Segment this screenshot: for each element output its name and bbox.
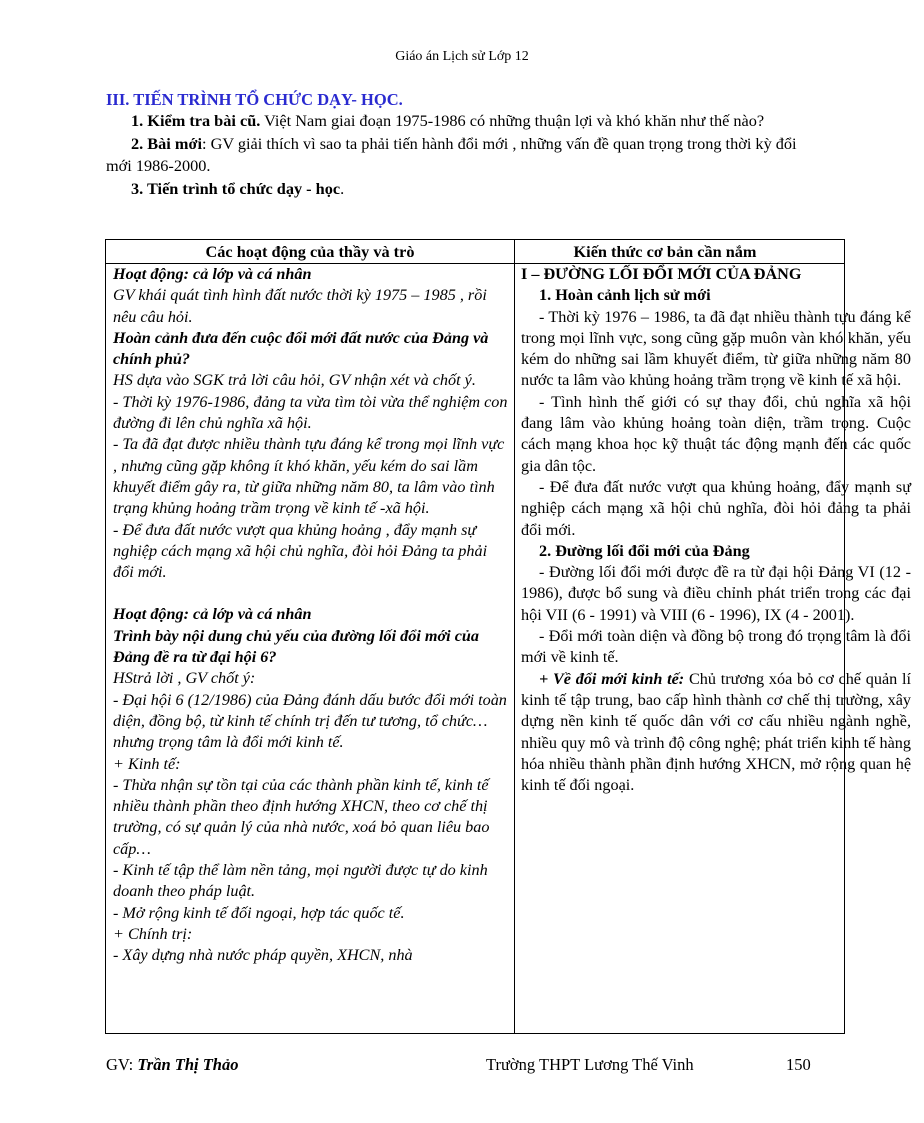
intro-block (106, 110, 818, 200)
knowledge-paragraph (521, 669, 911, 797)
activity-1-line: HS dựa vào SGK trả lời câu hỏi, GV nhận xét và chốt ý. (113, 371, 476, 390)
knowledge-paragraph: - Đổi mới toàn diện và đồng bộ trong đó trọng tâm là đổi mới về kinh tế. (521, 627, 911, 667)
section-title: III. TIẾN TRÌNH TỔ CHỨC DẠY- HỌC. (106, 90, 403, 109)
activity-2-title: Hoạt động: cả lớp và cá nhân (113, 605, 312, 624)
activity-2-line: - Thừa nhận sự tồn tại của các thành phần kinh tế, kinh tế nhiều thành phần theo định hướng XHCN, theo cơ chế thị trường, có sự quản lý của nhà nước, xoá bỏ quan liêu bao cấp… (113, 775, 490, 858)
knowledge-paragraph: - Đường lối đổi mới được đề ra từ đại hội Đảng VI (12 - 1986), được bổ sung và điều chỉnh phát triển trong các đại hội VII (6 - 1991) và VIII (6 - 1996), IX (4 - 2001). (521, 563, 911, 624)
activity-2-line: - Xây dựng nhà nước pháp quyền, XHCN, nhà (113, 946, 413, 965)
activity-2-line: HStrả lời , GV chốt ý: (113, 669, 256, 688)
footer-teacher-label: GV: (106, 1055, 138, 1074)
footer-school: Trường THPT Lương Thế Vinh (486, 1055, 694, 1074)
knowledge-paragraph: - Để đưa đất nước vượt qua khủng hoảng, đẩy mạnh sự nghiệp cách mạng xã hội chủ nghĩa, đòi hỏi đảng ta phải đổi mới. (521, 477, 911, 539)
activity-1-line: - Ta đã đạt được nhiều thành tựu đáng kể trong mọi lĩnh vực , nhưng cũng gặp không ít khó khăn, yếu kém do sai lầm khuyết điểm gây ra, từ giữa những năm 80, ta lâm vào tình trạng khủng hoảng trầm trọng về kinh tế -xã hội. (113, 435, 505, 518)
knowledge-section-title: I – ĐƯỜNG LỐI ĐỔI MỚI CỦA ĐẢNG (521, 265, 802, 283)
table-header-knowledge: Kiến thức cơ bản cần nắm (573, 242, 757, 261)
intro-text-3: . (340, 178, 345, 198)
intro-label-3: 3. Tiến trình tổ chức dạy - học (131, 178, 341, 198)
activity-1-title: Hoạt động: cả lớp và cá nhân (113, 265, 312, 283)
knowledge-economic-label: + Về đổi mới kinh tế: (539, 669, 685, 688)
activities-column (113, 264, 509, 967)
page-header: Giáo án Lịch sử Lớp 12 (395, 49, 529, 64)
knowledge-subheading-2: 2. Đường lối đổi mới của Đảng (539, 541, 750, 560)
spacer (113, 583, 509, 604)
activity-2-line: + Chính trị: (113, 924, 193, 943)
activity-1-line: - Để đưa đất nước vượt qua khủng hoảng , đẩy mạnh sự nghiệp cách mạng xã hội chủ nghĩa, đòi hỏi Đảng ta phải đổi mới. (113, 520, 488, 582)
activity-2-question: Trình bày nội dung chủ yếu của đường lối đổi mới của Đảng đề ra từ đại hội 6? (113, 626, 480, 667)
intro-process (106, 178, 818, 201)
intro-check-old-lesson (106, 110, 818, 133)
activity-1-line: - Thời kỳ 1976-1986, đảng ta vừa tìm tòi vừa thể nghiệm con đường đi lên chủ nghĩa xã hội. (113, 392, 508, 433)
intro-label-2: 2. Bài mới (131, 133, 202, 153)
knowledge-paragraph: - Thời kỳ 1976 – 1986, ta đã đạt nhiều thành tựu đáng kể trong mọi lĩnh vực, song cũng gặp muôn vàn khó khăn, yếu kém do những sai lầm khuyết điểm, từ giữa những năm 80 nước ta lâm vào khủng hoảng trầm trọng về kinh tế xã hội. (521, 307, 911, 390)
knowledge-economic-text: Chủ trương xóa bỏ cơ chế quản lí kinh tế tập trung, bao cấp hình thành cơ chế thị trường, xây dựng nền kinh tế quốc dân với cơ cấu nhiều ngành nghề, nhiều quy mô và trình độ công nghệ; phát triển kinh tế hàng hóa nhiều thành phần định hướng XHCN, mở rộng quan hệ kinh tế đối ngoại. (521, 669, 911, 795)
footer-teacher (106, 1055, 239, 1075)
activity-2-line: + Kinh tế: (113, 754, 181, 773)
knowledge-paragraph: - Tình hình thế giới có sự thay đổi, chủ nghĩa xã hội đang lâm vào khủng hoảng toàn diện, trầm trọng. Cuộc cách mạng khoa học kỹ thuật tác động mạnh đến các quốc gia dân tộc. (521, 392, 911, 475)
knowledge-column (521, 264, 911, 796)
table-header-activities: Các hoạt động của thầy và trò (205, 242, 415, 261)
activity-2-line: - Kinh tế tập thể làm nền tảng, mọi người được tự do kinh doanh theo pháp luật. (113, 861, 488, 901)
intro-text-2: : GV giải thích vì sao ta phải tiến hành đổi mới , những vấn đề quan trọng trong thời kỳ đổi mới 1986-2000. (106, 133, 797, 175)
knowledge-subheading-1: 1. Hoàn cảnh lịch sử mới (539, 286, 711, 305)
footer-page-number: 150 (786, 1055, 811, 1074)
table-column-divider (514, 240, 515, 1033)
activity-2-line: - Mở rộng kinh tế đối ngoại, hợp tác quốc tế. (113, 903, 405, 922)
intro-label-1: 1. Kiểm tra bài cũ. (131, 111, 261, 130)
lesson-table (105, 239, 911, 1034)
activity-1-question: Hoàn cảnh đưa đến cuộc đổi mới đất nước của Đảng và chính phủ? (113, 328, 489, 369)
activity-1-line: GV khái quát tình hình đất nước thời kỳ 1975 – 1985 , rồi nêu câu hỏi. (113, 286, 487, 326)
footer-teacher-name: Trần Thị Thảo (137, 1055, 239, 1074)
intro-text-1: Việt Nam giai đoạn 1975-1986 có những thuận lợi và khó khăn như thế nào? (260, 111, 765, 130)
intro-new-lesson (106, 133, 818, 178)
activity-2-line: - Đại hội 6 (12/1986) của Đảng đánh dấu bước đổi mới toàn diện, đồng bộ, từ kinh tế chính trị đến tư tương, tổ chức… nhưng trọng tâm là đổi mới kinh tế. (113, 690, 507, 752)
